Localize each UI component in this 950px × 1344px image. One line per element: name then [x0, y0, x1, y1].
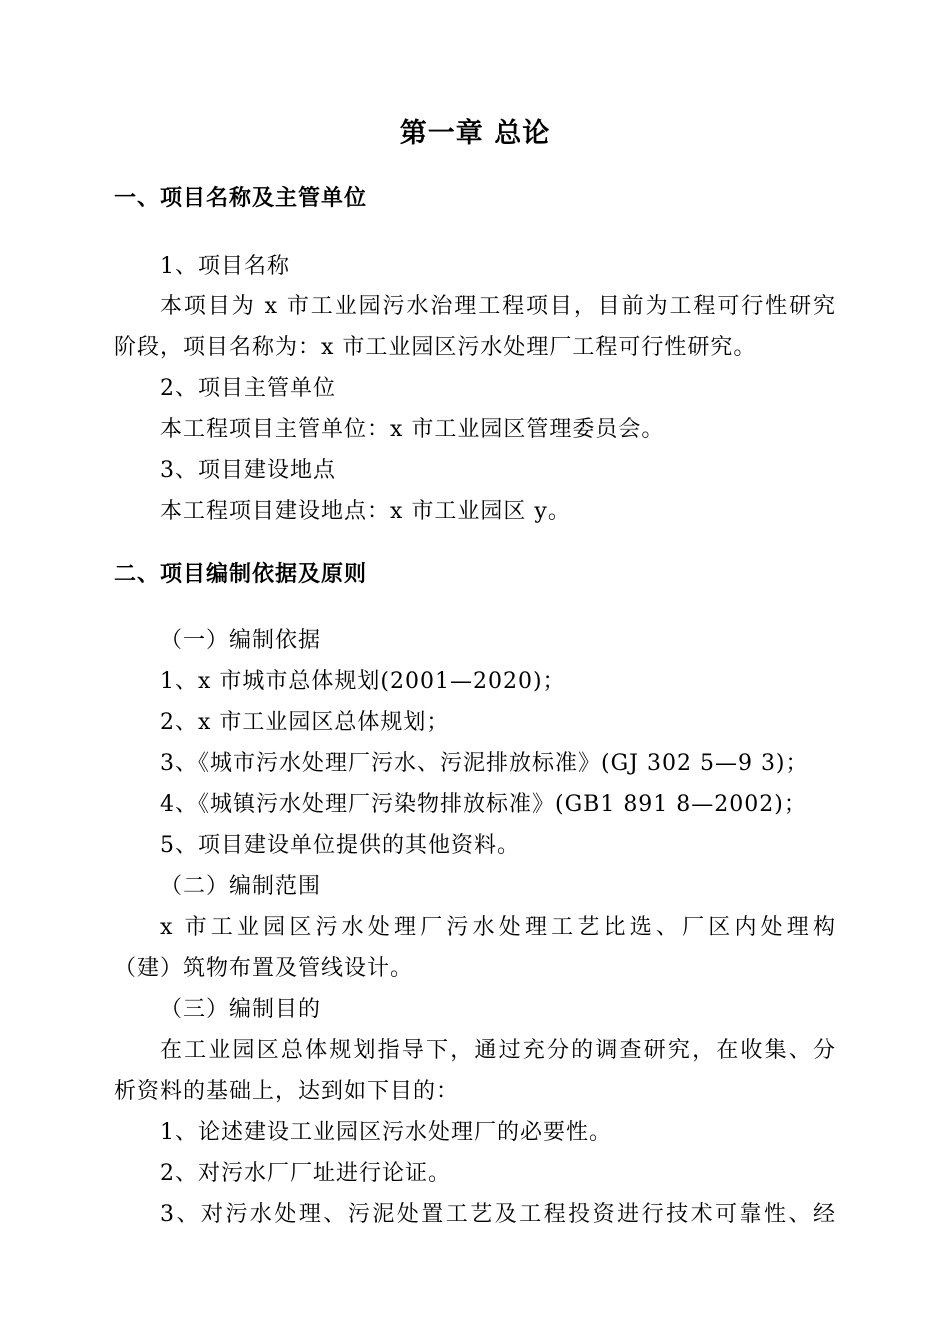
section-heading-2: 二、项目编制依据及原则: [114, 561, 368, 587]
list-item: 2、对污水厂厂址进行论证。: [160, 1161, 451, 1186]
chapter-title: 第一章 总论: [399, 118, 551, 149]
section-heading-1: 一、项目名称及主管单位: [114, 185, 368, 211]
subsection-label-scope: （二）编制范围: [160, 874, 322, 899]
list-item: 3、对污水处理、污泥处置工艺及工程投资进行技术可靠性、经: [160, 1202, 836, 1227]
subsection-label-authority: 2、项目主管单位: [160, 376, 336, 401]
list-item: 5、项目建设单位提供的其他资料。: [160, 833, 520, 858]
paragraph-line: （建）筑物布置及管线设计。: [114, 956, 414, 981]
paragraph-line: 阶段，项目名称为：x 市工业园区污水处理厂工程可行性研究。: [114, 335, 757, 360]
subsection-label-basis: （一）编制依据: [160, 628, 322, 653]
paragraph-line: 本工程项目建设地点：x 市工业园区 y。: [160, 499, 571, 524]
paragraph-line: 本项目为 x 市工业园污水治理工程项目，目前为工程可行性研究: [160, 294, 836, 319]
paragraph-line: x 市工业园区污水处理厂污水处理工艺比选、厂区内处理构: [160, 915, 836, 940]
list-item: 4、《城镇污水处理厂污染物排放标准》(GB1 891 8—2002)；: [160, 792, 807, 817]
paragraph-line: 在工业园区总体规划指导下，通过充分的调查研究，在收集、分: [160, 1038, 836, 1063]
list-item: 2、x 市工业园区总体规划；: [160, 710, 450, 735]
list-item: 3、《城市污水处理厂污水、污泥排放标准》(GJ 302 5—9 3)；: [160, 751, 809, 776]
paragraph-line: 析资料的基础上，达到如下目的：: [114, 1079, 460, 1104]
subsection-label-project-name: 1、项目名称: [160, 254, 290, 279]
list-item: 1、论述建设工业园区污水处理厂的必要性。: [160, 1120, 612, 1145]
list-item: 1、x 市城市总体规划(2001—2020)；: [160, 669, 566, 694]
subsection-label-location: 3、项目建设地点: [160, 458, 336, 483]
paragraph-line: 本工程项目主管单位：x 市工业园区管理委员会。: [160, 417, 665, 442]
subsection-label-purpose: （三）编制目的: [160, 997, 322, 1022]
